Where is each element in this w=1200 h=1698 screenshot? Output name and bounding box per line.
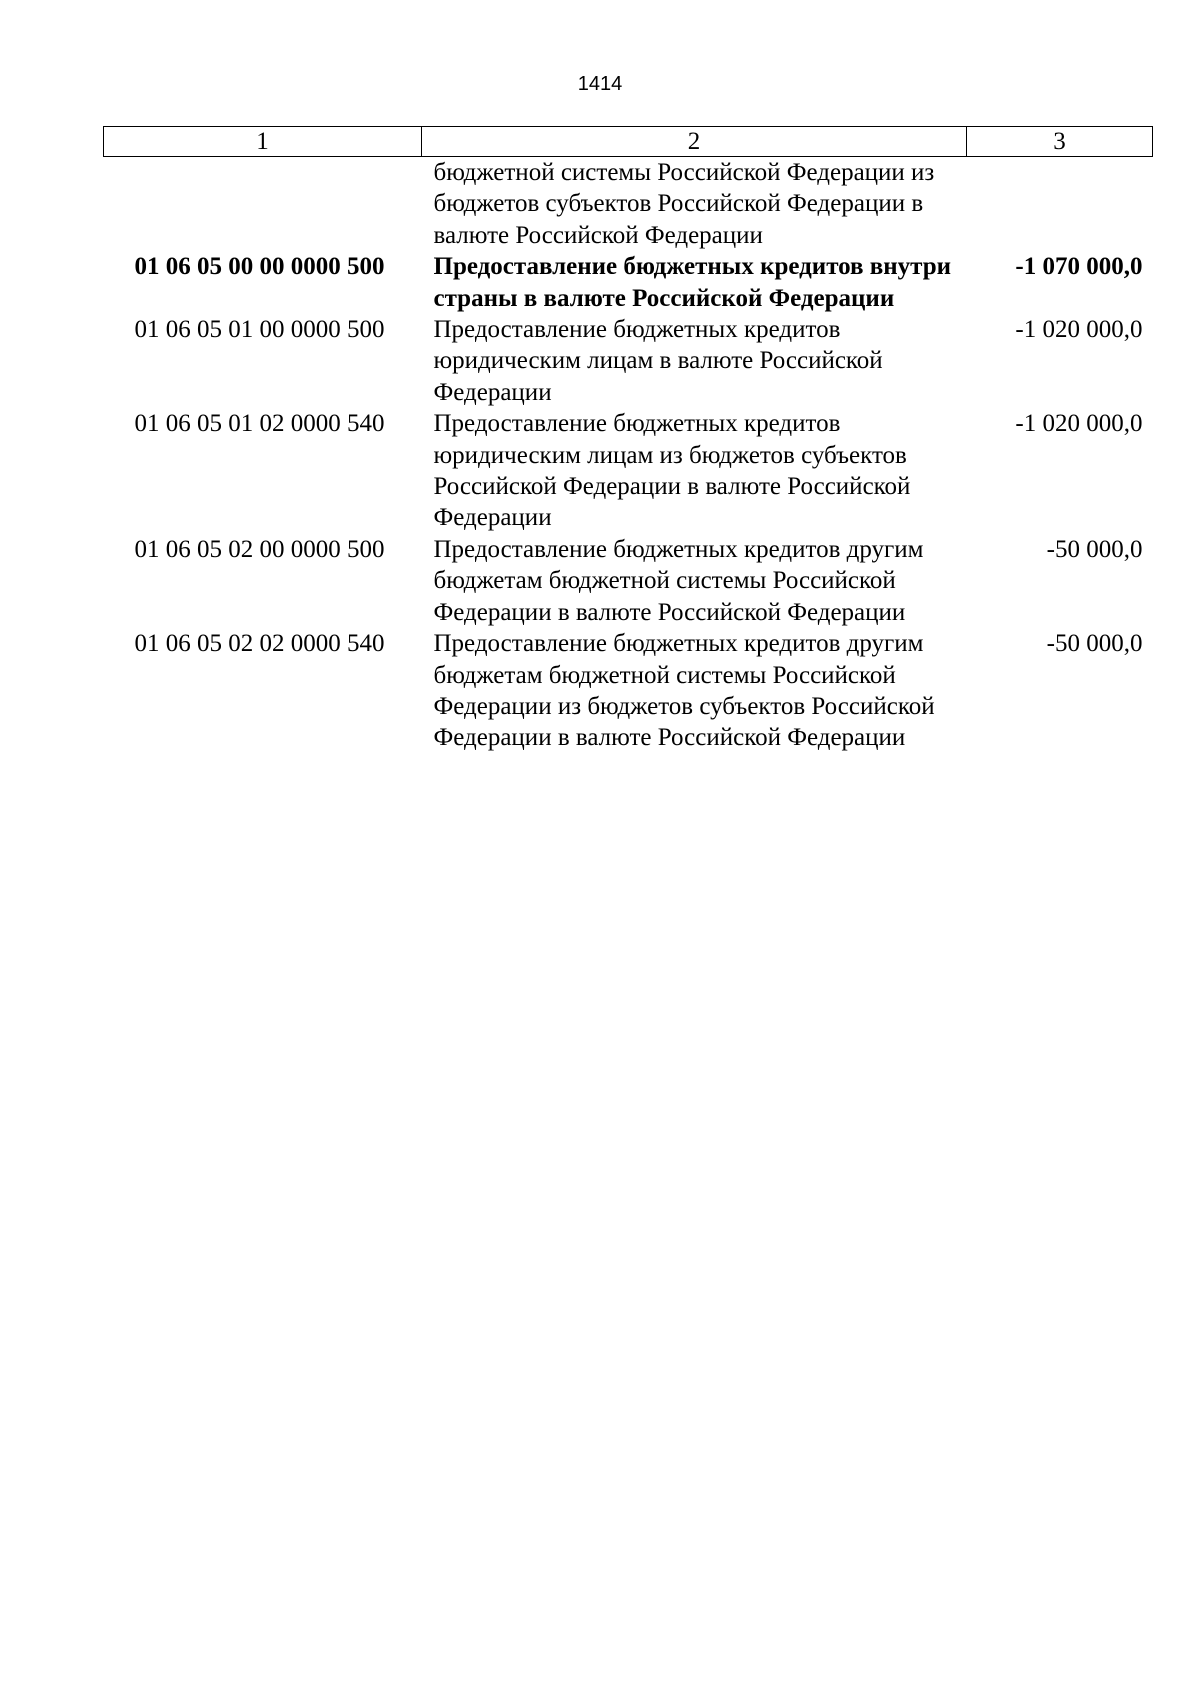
table-row — [104, 408, 1153, 534]
table-body — [104, 157, 1153, 754]
budget-table — [103, 126, 1153, 754]
table-row — [104, 534, 1153, 628]
name-cell: Предоставление бюджетных кредитов юридическим лицам из бюджетов субъектов Российской Федерации в валюте Российской Федерации — [433, 410, 911, 532]
column-header-2: 2 — [422, 127, 967, 157]
amount-cell: -1 020 000,0 — [1015, 410, 1143, 438]
amount-cell — [967, 157, 1153, 252]
name-cell: Предоставление бюджетных кредитов юридическим лицам в валюте Российской Федерации — [433, 316, 883, 406]
page-number: 1414 — [577, 73, 623, 95]
amount-cell: -50 000,0 — [1046, 630, 1143, 658]
amount-cell: -50 000,0 — [1046, 535, 1143, 563]
table-row — [104, 157, 1153, 252]
code-cell: 01 06 05 00 00 0000 500 — [134, 253, 385, 281]
column-header-1: 1 — [104, 127, 422, 157]
header-row — [104, 127, 1153, 157]
table-row — [104, 251, 1153, 314]
table-row — [104, 314, 1153, 408]
table-header — [104, 127, 1153, 157]
name-cell: бюджетной системы Российской Федерации из бюджетов субъектов Российской Федерации в валюте Российской Федерации — [433, 159, 935, 249]
code-cell: 01 06 05 01 00 0000 500 — [134, 316, 385, 344]
table-row — [104, 628, 1153, 754]
code-cell — [104, 157, 422, 252]
code-cell: 01 06 05 02 00 0000 500 — [134, 535, 385, 563]
column-header-3: 3 — [967, 127, 1153, 157]
amount-cell: -1 020 000,0 — [1015, 316, 1143, 344]
code-cell: 01 06 05 02 02 0000 540 — [134, 630, 385, 658]
code-cell: 01 06 05 01 02 0000 540 — [134, 410, 385, 438]
name-cell: Предоставление бюджетных кредитов другим бюджетам бюджетной системы Российской Федерации в валюте Российской Федерации — [433, 535, 924, 626]
name-cell: Предоставление бюджетных кредитов другим бюджетам бюджетной системы Российской Федерации из бюджетов субъектов Российской Федерации в валюте Российской Федерации — [433, 630, 935, 752]
amount-cell: -1 070 000,0 — [1015, 253, 1143, 281]
name-cell: Предоставление бюджетных кредитов внутри страны в валюте Российской Федерации — [433, 253, 952, 312]
